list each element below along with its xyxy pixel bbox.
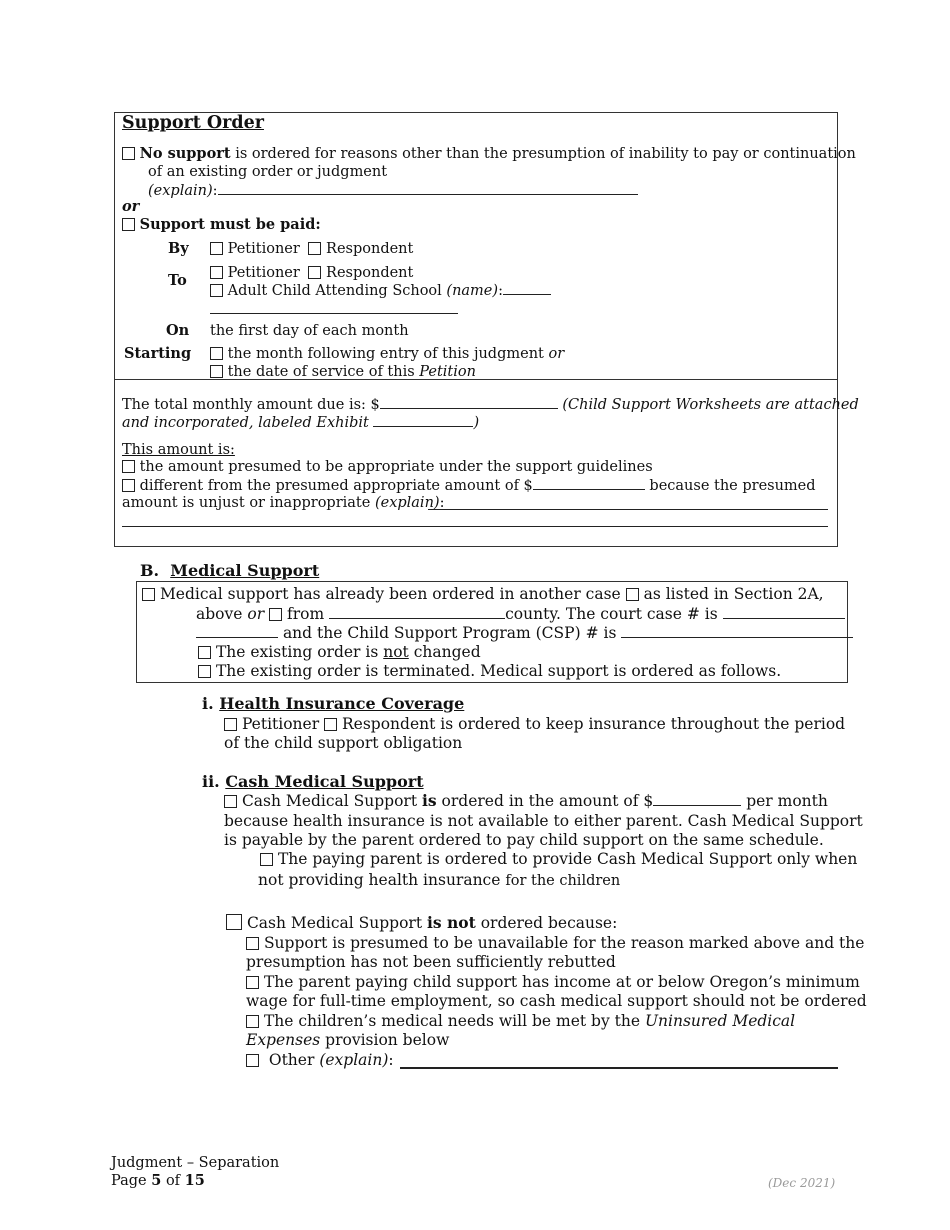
revision-date: (Dec 2021) [768,1176,836,1190]
total-amount-field[interactable] [380,395,558,409]
exhibit-field[interactable] [373,413,473,427]
not-changed-checkbox[interactable] [198,646,211,659]
must-be-paid-checkbox[interactable] [122,218,135,231]
starting-opt1-checkbox[interactable] [210,347,223,360]
by-options: Petitioner Respondent [210,240,413,258]
reason3-cont: Expenses provision below [246,1031,450,1049]
cash-amount-field[interactable] [653,792,741,806]
health-insurance-cont: of the child support obligation [224,734,463,752]
to-label: To [168,272,187,289]
reason2-row: The parent paying child support has income at or below Oregon’s minimum [246,973,860,991]
reason1-row: Support is presumed to be unavailable for the reason marked above and the [246,934,864,952]
footer-title: Judgment – Separation [111,1155,280,1171]
medical-support-heading: B. Medical Support [140,561,320,580]
health-respondent-checkbox[interactable] [324,718,337,731]
starting-opt1-row: the month following entry of this judgment or [210,345,564,363]
no-support-explain-row: (explain): [148,181,638,200]
adult-child-row: Adult Child Attending School (name): [210,281,551,300]
on-label: On [166,322,190,339]
to-respondent-checkbox[interactable] [308,266,321,279]
health-petitioner-checkbox[interactable] [224,718,237,731]
medical-line3: and the Child Support Program (CSP) # is [196,624,853,642]
no-support-explain-field[interactable] [218,181,638,195]
cash-not-ordered-checkbox[interactable] [226,914,242,930]
medical-line2: above or from county. The court case # is [196,605,845,623]
page-number: Page 5 of 15 [111,1172,205,1189]
cash-medical-heading: ii. Cash Medical Support [202,772,424,791]
amount-opt2-checkbox[interactable] [122,479,135,492]
starting-opt2-checkbox[interactable] [210,365,223,378]
must-be-paid-row: Support must be paid: [122,216,321,234]
cash-line2: because health insurance is not available to either parent. Cash Medical Support [224,812,863,830]
terminated-checkbox[interactable] [198,665,211,678]
medical-line1: Medical support has already been ordered in another case as listed in Section 2A, [142,585,824,603]
health-insurance-row: Petitioner Respondent is ordered to keep insurance throughout the period [224,715,845,733]
reason2-checkbox[interactable] [246,976,259,989]
other-row: Other (explain): [246,1051,394,1069]
paying-parent-row: The paying parent is ordered to provide Cash Medical Support only when [260,850,857,868]
on-text: the first day of each month [210,323,409,339]
reason3-checkbox[interactable] [246,1015,259,1028]
other-explain-field[interactable] [400,1067,838,1069]
adult-child-name-field-cont[interactable] [210,313,458,314]
no-support-row: No support is ordered for reasons other than the presumption of inability to pay or continuation [122,145,856,163]
unjust-explain-field-cont[interactable] [122,526,828,527]
not-changed-row: The existing order is not changed [198,643,481,661]
amount-opt2-row: different from the presumed appropriate amount of $ because the presumed [122,476,816,495]
total-amount-row: The total monthly amount due is: $ (Child Support Worksheets are attached [122,397,859,413]
court-case-field-cont[interactable] [196,624,278,638]
court-case-field[interactable] [723,605,845,619]
cash-line3: is payable by the parent ordered to pay child support on the same schedule. [224,831,824,849]
presumed-amount-field[interactable] [533,476,645,490]
starting-label: Starting [124,345,192,362]
reason1-cont: presumption has not been sufficiently rebutted [246,953,616,971]
this-amount-label: This amount is: [122,442,235,458]
no-support-checkbox[interactable] [122,147,135,160]
csp-number-field[interactable] [621,624,853,638]
to-petitioner-checkbox[interactable] [210,266,223,279]
starting-opt2-row: the date of service of this Petition [210,363,476,381]
other-checkbox[interactable] [246,1054,259,1067]
amount-opt1-row: the amount presumed to be appropriate under the support guidelines [122,458,653,476]
paying-parent-cont: not providing health insurance for the children [258,871,621,889]
health-insurance-heading: i. Health Insurance Coverage [202,694,465,713]
from-county-checkbox[interactable] [269,608,282,621]
cash-is-ordered-row: Cash Medical Support is ordered in the amount of $ per month [224,792,828,810]
no-support-text-cont: of an existing order or judgment [148,164,388,180]
section-2a-checkbox[interactable] [626,588,639,601]
adult-child-name-field[interactable] [503,281,551,295]
cash-is-ordered-checkbox[interactable] [224,795,237,808]
cash-not-ordered-row: Cash Medical Support is not ordered because: [226,914,617,932]
by-label: By [168,240,189,257]
or-label: or [122,198,140,215]
by-petitioner-checkbox[interactable] [210,242,223,255]
paying-parent-checkbox[interactable] [260,853,273,866]
unjust-explain-field[interactable] [428,509,828,510]
no-support-bold: No support [139,145,231,162]
medical-already-ordered-checkbox[interactable] [142,588,155,601]
adult-child-checkbox[interactable] [210,284,223,297]
amount-opt1-checkbox[interactable] [122,460,135,473]
by-respondent-checkbox[interactable] [308,242,321,255]
to-options: Petitioner Respondent [210,264,413,282]
county-field[interactable] [329,605,505,619]
reason2-cont: wage for full-time employment, so cash medical support should not be ordered [246,992,867,1010]
amount-opt2-cont: amount is unjust or inappropriate (explain): [122,495,445,511]
terminated-row: The existing order is terminated. Medical support is ordered as follows. [198,662,781,680]
worksheets-row: and incorporated, labeled Exhibit ) [122,415,480,431]
reason3-row: The children’s medical needs will be met by the Uninsured Medical [246,1012,795,1030]
reason1-checkbox[interactable] [246,937,259,950]
support-order-title: Support Order [122,113,264,133]
